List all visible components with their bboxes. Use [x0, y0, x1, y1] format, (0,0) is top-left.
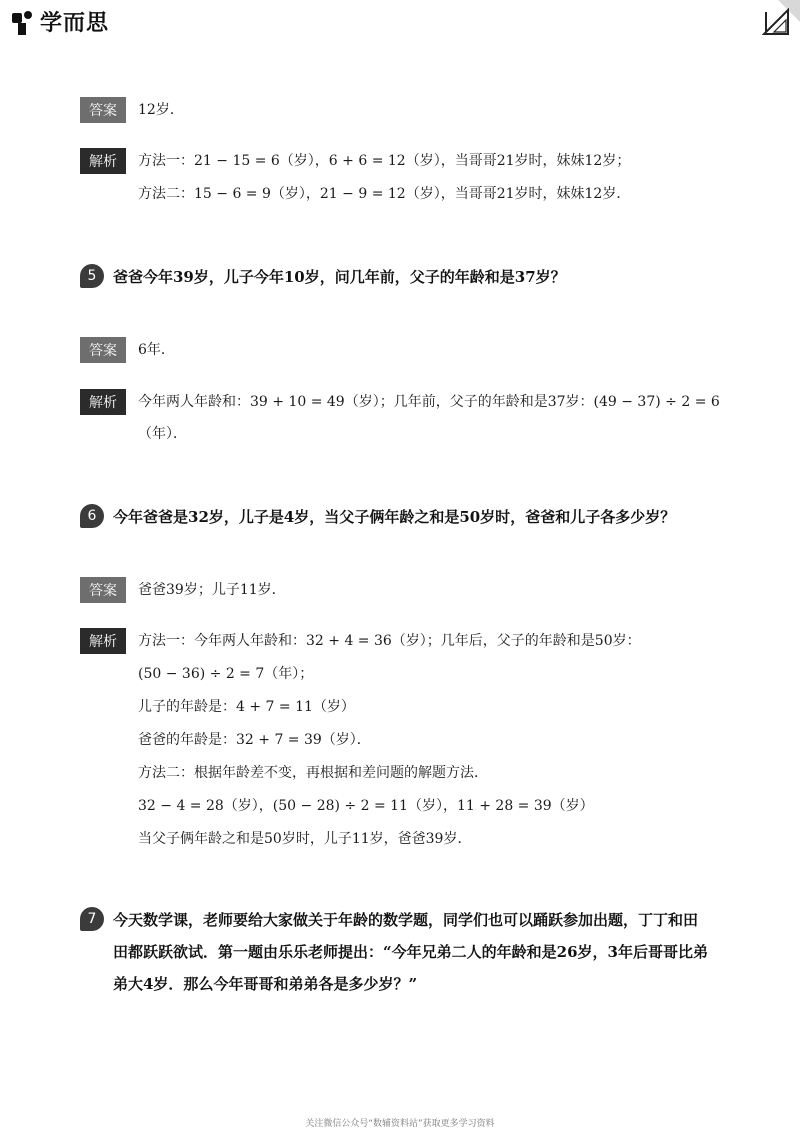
- answer-tag: 答案: [80, 337, 126, 363]
- explanation-line: 爸爸的年龄是：32 + 7 = 39（岁）．: [138, 732, 371, 748]
- explanation-tag: 解析: [80, 389, 126, 415]
- answer-tag: 答案: [80, 97, 126, 123]
- explanation-line: (50 − 36) ÷ 2 = 7（年）；: [138, 666, 314, 682]
- explanation-line: （年）．: [138, 426, 187, 442]
- brand-logo: [8, 6, 109, 37]
- question-number-badge: 7: [80, 907, 104, 931]
- explanation-line: 方法一：今年两人年龄和：32 + 4 = 36（岁）；几年后，父子的年龄和是50岁：: [138, 633, 641, 649]
- logo-icon: [8, 7, 38, 37]
- question-text: 爸爸今年39岁，儿子今年10岁，问几年前，父子的年龄和是37岁？: [113, 268, 566, 286]
- footer-note: 关注微信公众号“数辅资料站”获取更多学习资料: [305, 1119, 495, 1129]
- answer-tag: 答案: [80, 577, 126, 603]
- triangle-ruler-icon: [762, 8, 790, 36]
- explanation-line: 32 − 4 = 28（岁），(50 − 28) ÷ 2 = 11（岁），11 + 28 = 39（岁）: [138, 798, 594, 814]
- explanation-line: 方法二：15 − 6 = 9（岁），21 − 9 = 12（岁），当哥哥21岁时，妹妹12岁．: [138, 186, 631, 202]
- explanation-line: 当父子俩年龄之和是50岁时，儿子11岁，爸爸39岁．: [138, 831, 472, 847]
- question-number-badge: 6: [80, 504, 104, 528]
- explanation-tag: 解析: [80, 628, 126, 654]
- question-line: 今天数学课，老师要给大家做关于年龄的数学题，同学们也可以踊跃参加出题，丁丁和田: [113, 911, 699, 929]
- question-number-badge: 5: [80, 264, 104, 288]
- answer-text: 爸爸39岁；儿子11岁．: [138, 582, 286, 598]
- explanation-line: 儿子的年龄是：4 + 7 = 11（岁）: [138, 699, 355, 715]
- explanation-tag: 解析: [80, 148, 126, 174]
- question-text: 今年爸爸是32岁，儿子是4岁，当父子俩年龄之和是50岁时，爸爸和儿子各多少岁？: [113, 508, 676, 526]
- answer-text: 6年．: [138, 342, 175, 358]
- question-line: 田都跃跃欲试．第一题由乐乐老师提出：“今年兄弟二人的年龄和是26岁，3年后哥哥比弟: [113, 943, 708, 961]
- explanation-line: 今年两人年龄和：39 + 10 = 49（岁）；几年前，父子的年龄和是37岁：(49 − 37) ÷ 2 = 6: [138, 394, 720, 410]
- explanation-line: 方法一：21 − 15 = 6（岁），6 + 6 = 12（岁），当哥哥21岁时，妹妹12岁；: [138, 153, 631, 169]
- answer-text: 12岁．: [138, 102, 184, 118]
- question-line: 弟大4岁．那么今年哥哥和弟弟各是多少岁？”: [113, 975, 418, 993]
- explanation-line: 方法二：根据年龄差不变，再根据和差问题的解题方法．: [138, 765, 488, 781]
- brand-name: 学而思: [40, 11, 110, 36]
- question-text: [113, 904, 723, 1000]
